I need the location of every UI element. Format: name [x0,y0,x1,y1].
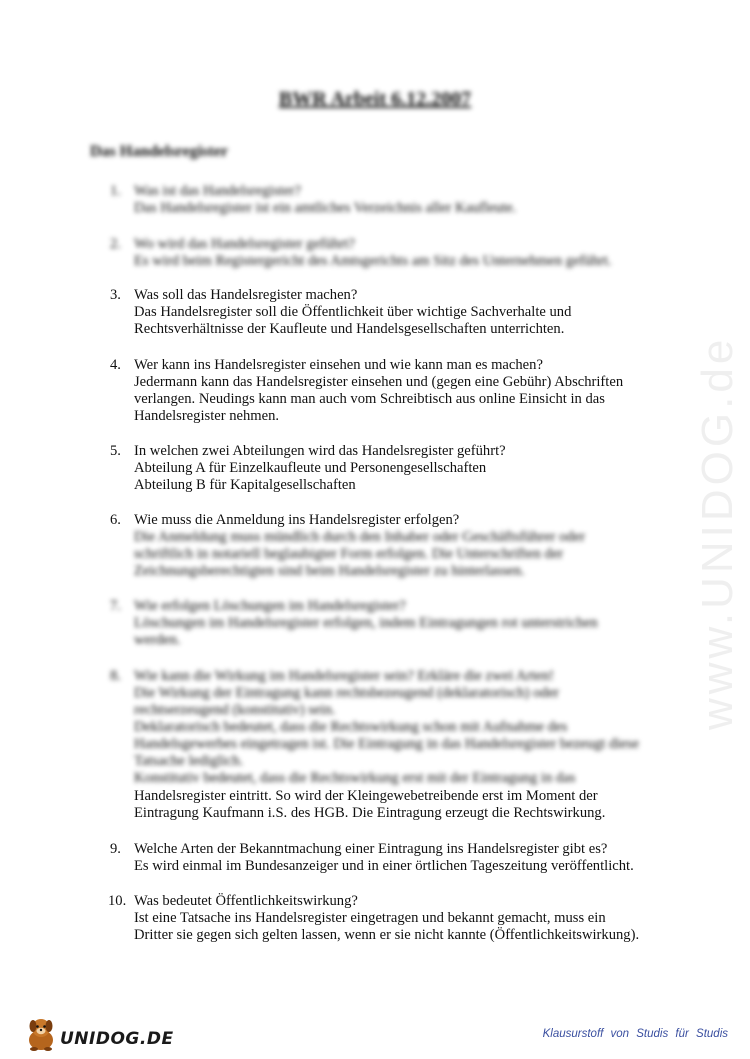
question-3: 3. Was soll das Handelsregister machen? Das Handelsregister soll die Öffentlichkeit über wichtige Sachverhalte und Rechtsverhältnisse der Kaufleute und Handelsgesellschaften unterrichten. [110,287,572,337]
question-4: 4. Wer kann ins Handelsregister einsehen und wie kann man es machen? Jedermann kann das Handelsregister einsehen und (gegen eine Gebühr) Abschriften verlangen. Neudings kann man auch vom Schreibtisch aus online Einsicht in das Handelsregister nehmen. [110,357,624,424]
dog-mascot-icon [24,1016,58,1052]
question-5: 5. In welchen zwei Abteilungen wird das Handelsregister geführt? Abteilung A für Einzelkaufleute und Personengesellschaften Abteilung B für Kapitalgesellschaften [110,443,506,493]
footer-logo [24,1012,174,1052]
footer-tagline: Klausurstoff von Studis für Studis [542,1028,728,1040]
question-8-continued: Handelsregister eintritt. So wird der Kleingewebetreibende erst im Moment der Eintragung Kaufmann i.S. des HGB. Die Eintragung erzeugt die Rechtswirkung. [134,788,606,821]
question-1: 1. Was ist das Handelsregister? Das Handelsregister ist ein amtliches Verzeichnis aller Kaufleute. [110,183,517,216]
question-9: 9. Welche Arten der Bekanntmachung einer Eintragung ins Handelsregister gibt es? Es wird einmal im Bundesanzeiger und in einer örtlichen Tageszeitung veröffentlicht. [110,841,634,874]
question-7: 7. Wie erfolgen Löschungen im Handelsregister? Löschungen im Handelsregister erfolgen, indem Eintragungen rot unterstrichen werden. [110,598,598,648]
logo-text: UNIDOG.DE [60,1029,174,1049]
question-10: 10. Was bedeutet Öffentlichkeitswirkung? Ist eine Tatsache ins Handelsregister eingetragen und bekannt gemacht, muss ein Dritter sie gegen sich gelten lassen, wenn er sie nicht kannte (Öffentlichkeitswirkung). [108,893,640,943]
question-2: 2. Wo wird das Handelsregister geführt? Es wird beim Registergericht des Amtsgerichts am Sitz des Unternehmen geführt. [110,236,612,269]
question-8: 8. Wie kann die Wirkung im Handelsregister sein? Erkläre die zwei Arten! Die Wirkung der Eintragung kann rechtsbezeugend (deklaratorisch) oder rechtserzeugend (konstitutiv) sein. Deklaratorisch bedeutet, dass die Rechtswirkung schon mit Aufnahme des Handelsgewerbes eingetragen ist. Die Eintragung in das Handelsregister bezeugt diese Tatsache lediglich. Konstitutiv bedeutet, dass die Rechtswirkung erst mit der Eintragung in das [110,668,639,786]
question-6: 6. Wie muss die Anmeldung ins Handelsregister erfolgen? Die Anmeldung muss mündlich durch den Inhaber oder Geschäftsführer oder schriftlich in notariell beglaubigter Form erfolgen. Die Unterschriften der Zeichnungsberechtigten sind beim Handelsregister zu hinterlassen. [110,512,586,579]
watermark: www.UNIDOG.de [693,335,742,730]
page-title: BWR Arbeit 6.12.2007 [278,88,472,110]
section-heading: Das Handelsregister [90,143,228,160]
